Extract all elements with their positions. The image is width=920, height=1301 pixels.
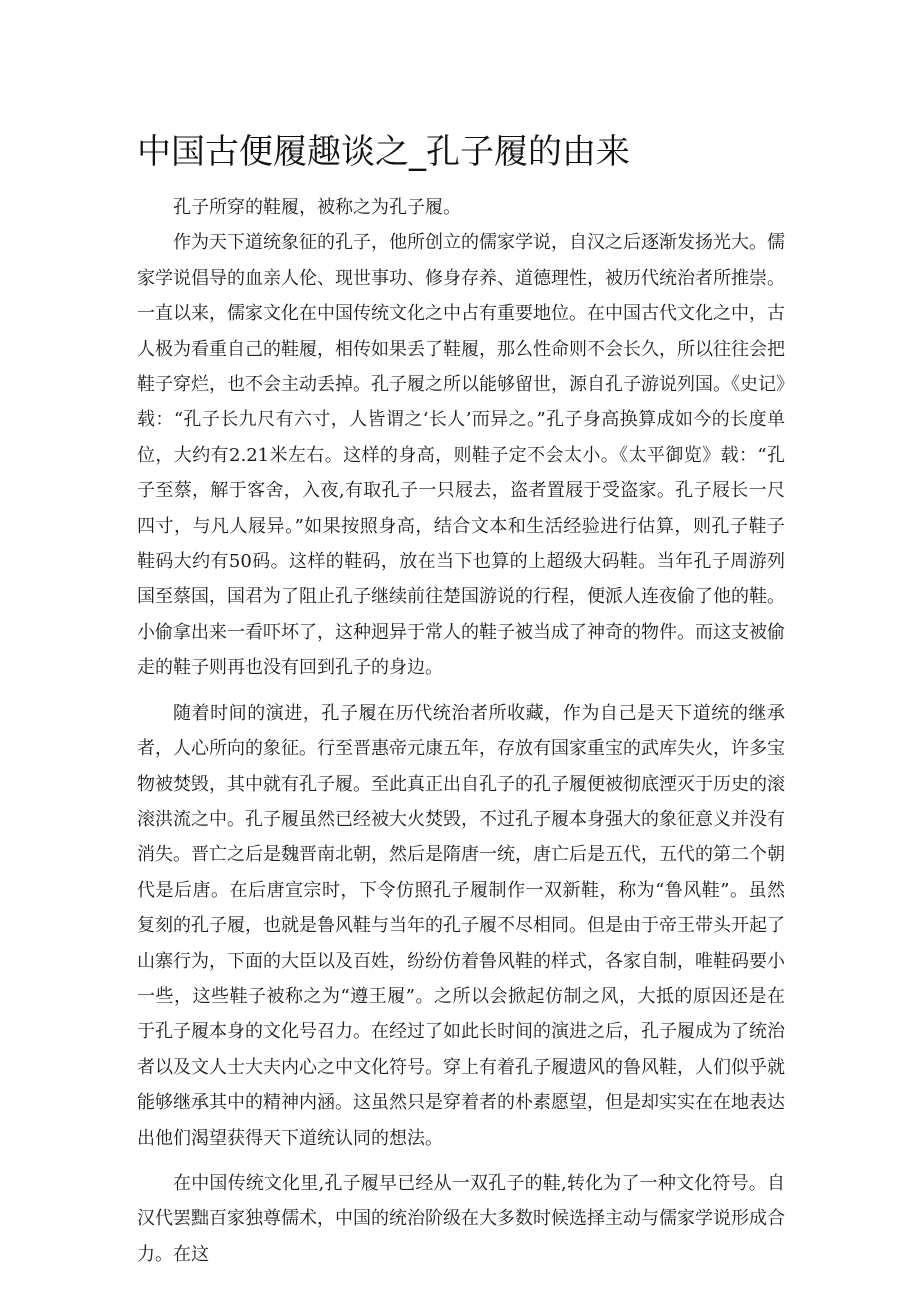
paragraph-history: 随着时间的演进，孔子履在历代统治者所收藏，作为自己是天下道统的继承者，人心所向的象征。行至晋惠帝元康五年，存放有国家重宝的武库失火，许多宝物被焚毁，其中就有孔子履。至此真正出自孔子的孔子履便被彻底湮灭于历史的滚滚洪流之中。孔子履虽然已经被大火焚毁，不过孔子履本身强大的象征意义并没有消失。晋亡之后是魏晋南北朝，然后是隋唐一统，唐亡后是五代，五代的第二个朝代是后唐。在后唐宣宗时，下令仿照孔子履制作一双新鞋，称为“鲁风鞋”。虽然复刻的孔子履，也就是鲁风鞋与当年的孔子履不尽相同。但是由于帝王带头开起了山寨行为，下面的大臣以及百姓，纷纷仿着鲁风鞋的样式，各家自制，唯鞋码要小一些，这些鞋子被称之为“遵王履”。之所以会掀起仿制之风，大抵的原因还是在于孔子履本身的文化号召力。在经过了如此长时间的演进之后，孔子履成为了统治者以及文人士大夫内心之中文化符号。穿上有着孔子履遗风的鲁风鞋，人们似乎就能够继承其中的精神内涵。这虽然只是穿着者的朴素愿望，但是却实实在在地表达出他们渴望获得天下道统认同的想法。 bbox=[137, 702, 785, 1149]
paragraph-origin: 作为天下道统象征的孔子，他所创立的儒家学说，自汉之后逐渐发扬光大。儒家学说倡导的血亲人伦、现世事功、修身存养、道德理性，被历代统治者所推崇。一直以来，儒家文化在中国传统文化之中占有重要地位。在中国古代文化之中，古人极为看重自己的鞋履，相传如果丢了鞋履，那么性命则不会长久，所以往往会把鞋子穿烂，也不会主动丢掉。孔子履之所以能够留世，源自孔子游说列国。《史记》载：“孔子长九尺有六寸，人皆谓之‘长人’而异之。”孔子身高换算成如今的长度单位，大约有2.21米左右。这样的身高，则鞋子定不会太小。《太平御览》载：“孔子至蔡，解于客舍，入夜,有取孔子一只屐去，盗者置屐于受盗家。孔子屐长一尺四寸，与凡人屐异。”如果按照身高，结合文本和生活经验进行估算，则孔子鞋子鞋码大约有50码。这样的鞋码，放在当下也算的上超级大码鞋。当年孔子周游列国至蔡国，国君为了阻止孔子继续前往楚国游说的行程，便派人连夜偷了他的鞋。小偷拿出来一看吓坏了，这种迥异于常人的鞋子被当成了神奇的物件。而这支被偷走的鞋子则再也没有回到孔子的身边。 bbox=[137, 232, 785, 679]
article-body bbox=[137, 190, 785, 1282]
paragraph-intro: 孔子所穿的鞋履，被称之为孔子履。 bbox=[173, 197, 461, 218]
page-title: 中国古便履趣谈之_孔子履的由来 bbox=[137, 132, 630, 172]
paragraph-symbol: 在中国传统文化里,孔子履早已经从一双孔子的鞋,转化为了一种文化符号。自汉代罢黜百家独尊儒术，中国的统治阶级在大多数时候选择主动与儒家学说形成合力。在这 bbox=[137, 1172, 785, 1265]
